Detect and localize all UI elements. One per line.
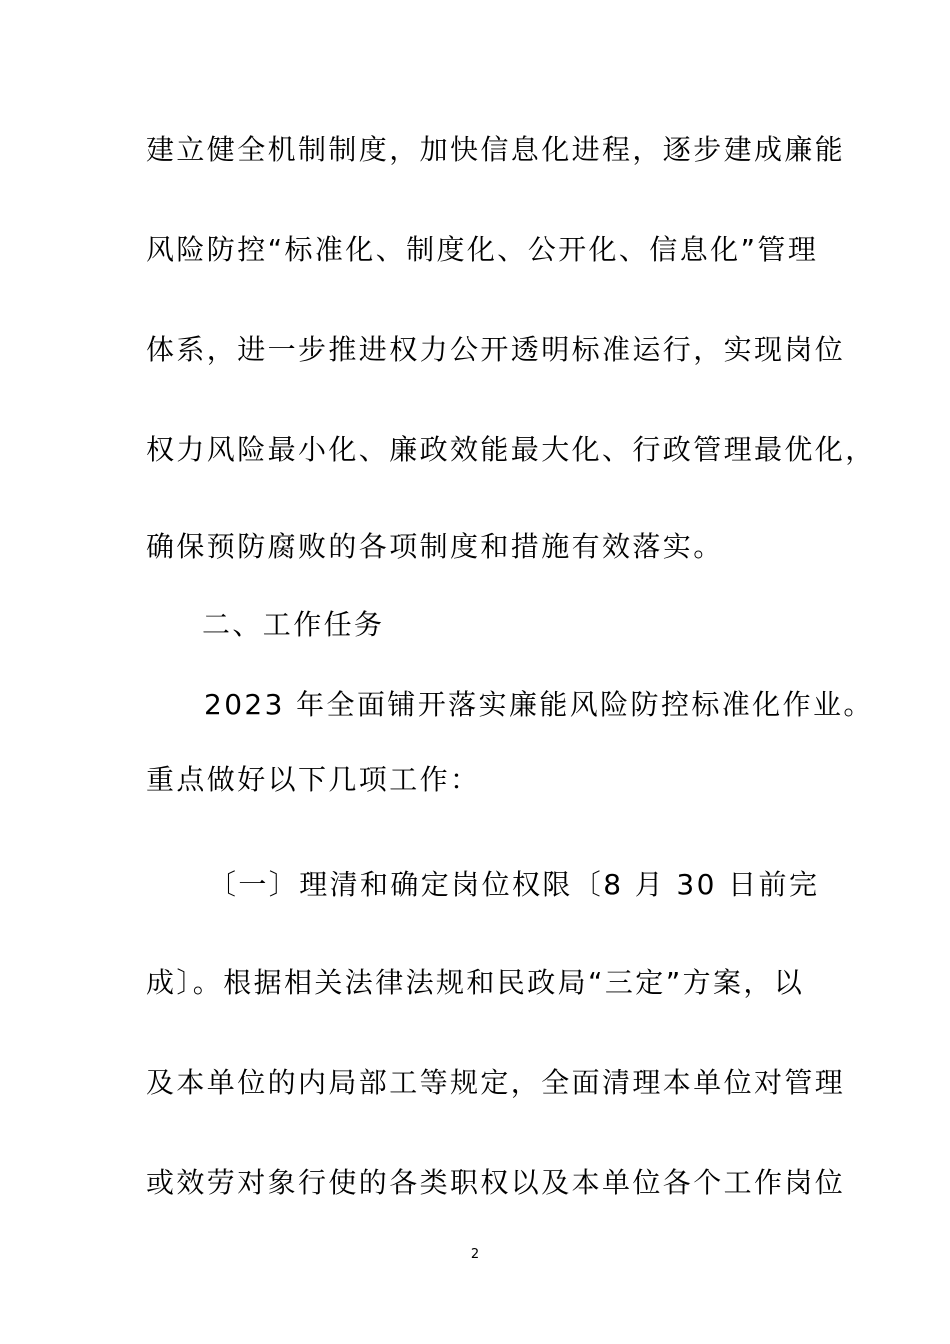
body-text-line-10: 或效劳对象行使的各类职权以及本单位各个工作岗位 [146, 1166, 846, 1199]
page-number: 2 [470, 1247, 480, 1262]
body-text-line-3: 体系，进一步推进权力公开透明标准运行，实现岗位 [146, 333, 846, 366]
body-text-line-2: 风险防控“标准化、制度化、公开化、信息化”管理 [146, 233, 819, 266]
body-text-line-5: 确保预防腐败的各项制度和措施有效落实。 [146, 530, 724, 563]
body-text-line-6: 2023 年全面铺开落实廉能风险防控标准化作业。 [204, 688, 874, 721]
subsection-heading: 〔一〕理清和确定岗位权限〔8 月 30 日前完 [208, 868, 820, 901]
body-text-line-4: 权力风险最小化、廉政效能最大化、行政管理最优化， [146, 433, 876, 466]
section-heading: 二、工作任务 [202, 608, 385, 641]
body-text-line-7: 重点做好以下几项工作： [146, 763, 481, 796]
body-text-line-1: 建立健全机制制度，加快信息化进程，逐步建成廉能 [146, 133, 846, 166]
body-text-line-8: 成〕。根据相关法律法规和民政局“三定”方案，以 [146, 966, 805, 999]
body-text-line-9: 及本单位的内局部工等规定，全面清理本单位对管理 [146, 1066, 846, 1099]
